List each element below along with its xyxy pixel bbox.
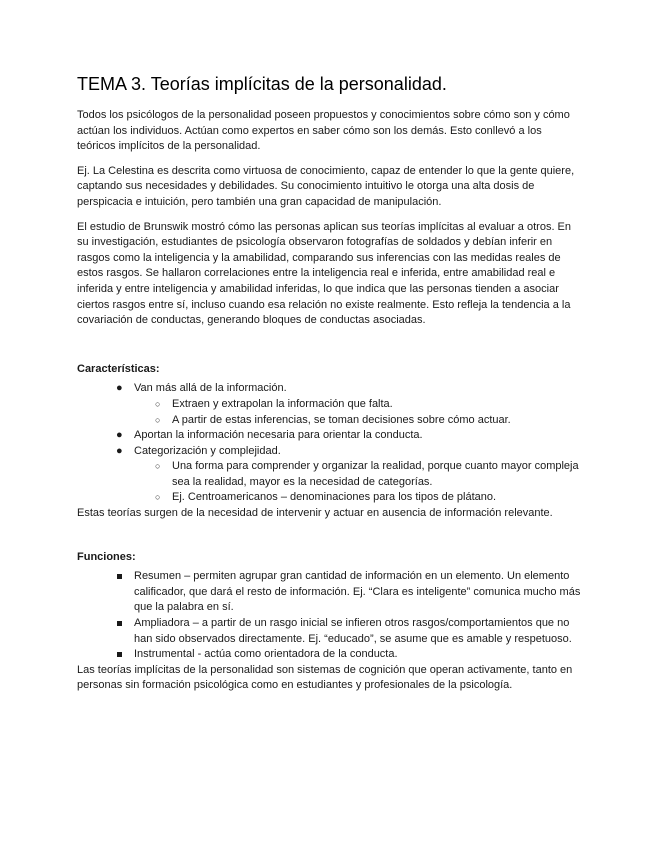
circle-bullet-icon: ○ — [155, 414, 161, 425]
list-subitem: ○ Una forma para comprender y organizar la realidad, porque cuanto mayor compleja sea la realidad, mayor es la necesidad de categorías. — [155, 460, 579, 488]
bullet-icon: ● — [116, 382, 123, 395]
document-body — [77, 72, 582, 694]
funciones-list — [77, 569, 582, 663]
list-item: ● Categorización y complejidad. — [77, 444, 582, 460]
bullet-icon: ● — [116, 429, 123, 442]
circle-bullet-icon: ○ — [155, 492, 161, 503]
circle-bullet-icon: ○ — [155, 461, 161, 472]
bullet-icon: ● — [116, 444, 123, 457]
list-subitem: ○ Extraen y extrapolan la información que falta. — [77, 397, 582, 413]
section-heading-funciones: Funciones: — [77, 550, 136, 563]
square-bullet-icon — [117, 574, 122, 579]
list-subitem: ○ A partir de estas inferencias, se toman decisiones sobre cómo actuar. — [77, 413, 582, 429]
circle-bullet-icon: ○ — [155, 398, 161, 409]
caracteristicas-list — [77, 381, 582, 506]
list-item: Instrumental - actúa como orientadora de la conducta. — [77, 647, 582, 663]
section-heading-caracteristicas: Características: — [77, 362, 160, 375]
list-subitem: ○ Ej. Centroamericanos – denominaciones para los tipos de plátano. — [77, 490, 582, 506]
list-item: ● Aportan la información necesaria para orientar la conducta. — [77, 428, 582, 444]
list-item: Ampliadora – a partir de un rasgo inicial se infieren otros rasgos/comportamientos que no han sido observados directamente. Ej. “educado”, se asume que es amable y respetuoso. — [77, 616, 582, 647]
page-title: TEMA 3. Teorías implícitas de la personalidad. — [77, 74, 447, 94]
funciones-summary: Las teorías implícitas de la personalidad son sistemas de cognición que operan activamente, tanto en personas sin formación psicológica como en estudiantes y profesionales de la psicología. — [77, 663, 573, 692]
paragraph-brunswik: El estudio de Brunswik mostró cómo las personas aplican sus teorías implícitas al evaluar a otros. En su investigación, estudiantes de psicología observaron fotografías de soldados y debían inferir en rasgos como la inteligencia y la amabilidad, comparando sus inferencias con las medidas reales de estos rasgos. Se hallaron correlaciones entre la inteligencia real e inferida, entre amabilidad real e inferida y entre inteligencia y amabilidad inferidas, lo que indica que las personas tienden a asociar ciertos rasgos entre sí, incluso cuando esa relación no existe realmente. Esto refleja la tendencia a la covariación de conductas, generando bloques de conductas asociadas. — [77, 220, 572, 327]
list-item: Resumen – permiten agrupar gran cantidad de información en un elemento. Un elemento calificador, que dará el resto de información. Ej. “Clara es inteligente” comunica mucho más que la palabra en sí. — [77, 569, 582, 616]
paragraph-intro: Todos los psicólogos de la personalidad poseen propuestos y conocimientos sobre cómo son y cómo actúan los individuos. Actúan como expertos en saber cómo son los demás. Esto conllevó a los teóricos implícitos de la personalidad. — [77, 109, 570, 153]
caracteristicas-summary: Estas teorías surgen de la necesidad de intervenir y actuar en ausencia de información relevante. — [77, 507, 553, 520]
list-item: ● Van más allá de la información. — [77, 381, 582, 397]
square-bullet-icon — [117, 652, 122, 657]
square-bullet-icon — [117, 621, 122, 626]
paragraph-celestina: Ej. La Celestina es descrita como virtuosa de conocimiento, capaz de entender lo que la gente quiere, captando sus necesidades y debilidades. Su conocimiento intuitivo le otorga una alta dosis de perspicacia e intuición, pero también una gran capacidad de manipulación. — [77, 164, 575, 208]
